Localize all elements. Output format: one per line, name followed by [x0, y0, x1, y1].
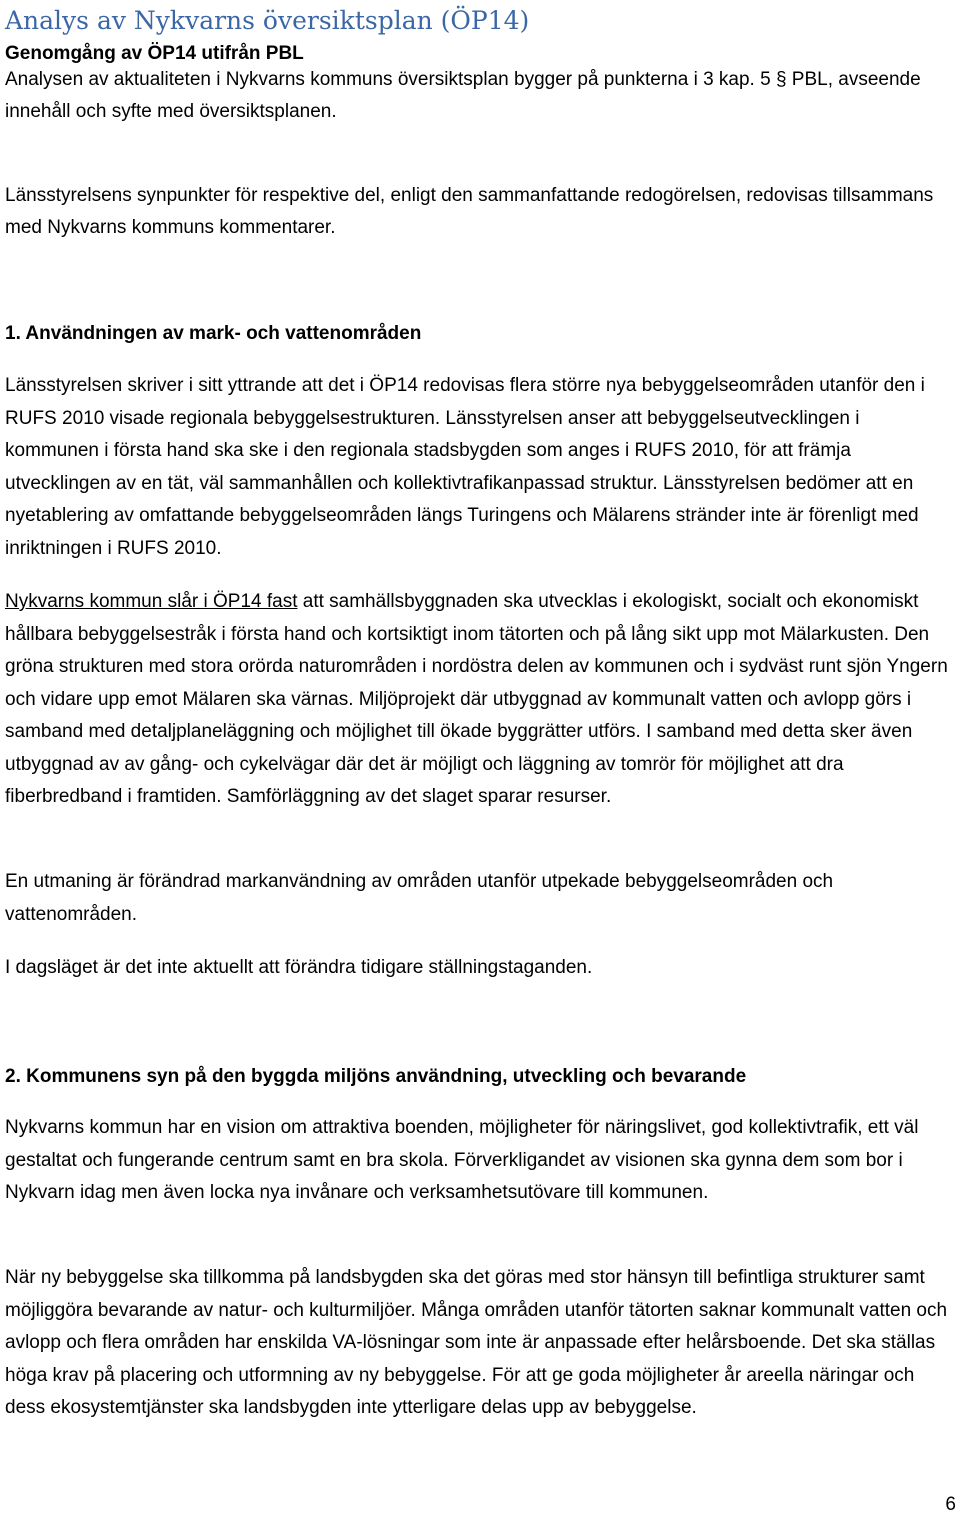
section-1-paragraph-3: En utmaning är förändrad markanvändning av områden utanför utpekade bebyggelseområden och vattenområden.	[5, 871, 834, 925]
section-1-paragraph-2	[5, 586, 955, 814]
section-1-paragraph-2-rest: att samhällsbyggnaden ska utvecklas i ekologiskt, socialt och ekonomiskt hållbara bebyggelsestråk i första hand och kortsiktigt inom tätorten och på lång sikt upp mot Mälarkusten. Den gröna strukturen med stora orörda naturområden i nordöstra delen av kommunen och i sydväst runt sjön Yngern och vidare upp emot Mälaren ska värnas. Miljöprojekt där utbyggnad av kommunalt vatten och avlopp görs i samband med detaljplaneläggning och möjlighet till ökade byggrätter utförs. I samband med detta sker även utbyggnad av av gång- och cykelvägar där det är möjligt och läggning av tomrör för möjlighet att dra fiberbredband i framtiden. Samförläggning av det slaget sparar resurser.	[5, 591, 948, 807]
intro-paragraph-2: Länsstyrelsens synpunkter för respektive del, enligt den sammanfattande redogörelsen, redovisas tillsammans med Nykvarns kommuns kommentarer.	[5, 185, 934, 238]
section-2-paragraph-2: När ny bebyggelse ska tillkomma på landsbygden ska det göras med stor hänsyn till befintliga strukturer samt möjliggöra bevarande av natur- och kulturmiljöer. Många områden utanför tätorten saknar kommunalt vatten och avlopp och flera områden har enskilda VA-lösningar som inte är anpassade efter helårsboende. Det ska ställas höga krav på placering och utformning av ny bebyggelse. För att ge goda möjligheter år areella näringar och dess ekosystemtjänster ska landsbygden inte ytterligare delas upp av bebyggelse.	[5, 1267, 948, 1418]
section-1-heading: 1. Användningen av mark- och vattenområden	[5, 323, 422, 344]
section-1-paragraph-1: Länsstyrelsen skriver i sitt yttrande att det i ÖP14 redovisas flera större nya bebyggelseområden utanför den i RUFS 2010 visade regionala bebyggelsestrukturen. Länsstyrelsen anser att bebyggelseutvecklingen i kommunen i första hand ska ske i den regionala stadsbygden som anges i RUFS 2010, för att främja utvecklingen av en tät, väl sammanhållen och kollektivtrafikanpassad struktur. Länsstyrelsen bedömer att en nyetablering av omfattande bebyggelseområden längs Turingens och Mälarens stränder inte är förenligt med inriktningen i RUFS 2010.	[5, 375, 925, 559]
section-2-paragraph-1: Nykvarns kommun har en vision om attraktiva boenden, möjligheter för näringslivet, god kollektivtrafik, ett väl gestaltat och fungerande centrum samt en bra skola. Förverkligandet av visionen ska gynna dem som bor i Nykvarn idag men även locka nya invånare och verksamhetsutövare till kommunen.	[5, 1117, 919, 1203]
page-number: 6	[945, 1494, 956, 1515]
section-2-heading: 2. Kommunens syn på den byggda miljöns användning, utveckling och bevarande	[5, 1066, 747, 1087]
document-subtitle: Genomgång av ÖP14 utifrån PBL	[5, 43, 304, 64]
intro-paragraph-1: Analysen av aktualiteten i Nykvarns kommuns översiktsplan bygger på punkterna i 3 kap. 5 § PBL, avseende innehåll och syfte med översiktsplanen.	[5, 69, 921, 122]
document-title: Analys av Nykvarns översiktsplan (ÖP14)	[5, 6, 530, 35]
section-1-paragraph-4: I dagsläget är det inte aktuellt att förändra tidigare ställningstaganden.	[5, 957, 593, 978]
underlined-statement: Nykvarns kommun slår i ÖP14 fast	[5, 591, 298, 612]
